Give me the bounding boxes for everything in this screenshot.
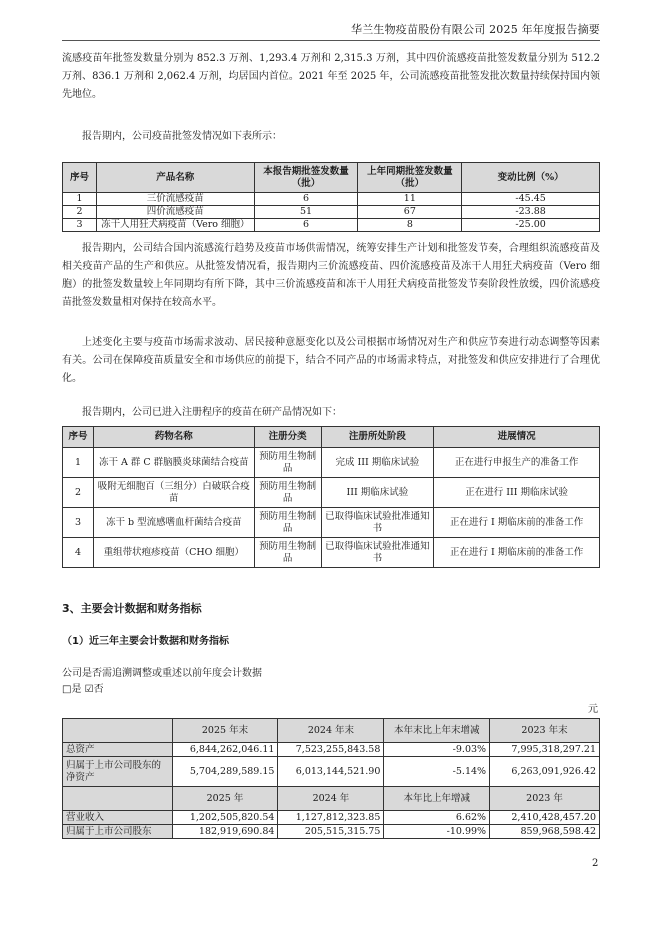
table-cell: 51 <box>254 206 358 219</box>
batch-reason-paragraph: 报告期内，公司结合国内流感流行趋势及疫苗市场供需情况，统筹安排生产计划和批签发节奏，合理组织流感疫苗及相关疫苗产品的生产和供应。从批签发情况看，报告期内三价流感疫苗、四价流感疫苗及冻干人用狂犬病疫苗（Vero 细胞）的批签发数量较上年同期均有所下降，其中三价流感疫苗和冻干人用狂犬病疫苗批签发节奏阶段性放缓，四价流感疫苗批签发数量相对保持在较高水平。 <box>62 243 600 308</box>
rd-intro-text: 报告期内，公司已进入注册程序的疫苗在研产品情况如下： <box>82 407 342 418</box>
table-cell: 3 <box>63 508 94 538</box>
table-cell: 重组带状疱疹疫苗（CHO 细胞） <box>93 538 254 568</box>
page-number: 2 <box>592 858 599 869</box>
table-cell: 本年末比上年末增减 <box>384 719 490 743</box>
table-cell: 7,995,318,297.21 <box>490 743 600 757</box>
table-cell: 冻干人用狂犬病疫苗（Vero 细胞） <box>96 219 254 232</box>
table-cell: 6,013,144,521.90 <box>278 757 384 787</box>
table-cell: 预防用生物制品 <box>254 478 321 508</box>
table-cell: 1,127,812,323.85 <box>278 811 384 825</box>
table-cell: 1,202,505,820.54 <box>172 811 278 825</box>
table-cell: -10.99% <box>384 825 490 839</box>
table-cell: 预防用生物制品 <box>254 538 321 568</box>
table-cell: 2,410,428,457.20 <box>490 811 600 825</box>
table-row <box>63 448 600 478</box>
table-cell: 营业收入 <box>63 811 173 825</box>
table-cell: 1 <box>63 448 94 478</box>
table-cell: 6.62% <box>384 811 490 825</box>
table-cell: 归属于上市公司股东的净资产 <box>63 757 173 787</box>
table-cell: 正在进行 I 期临床前的准备工作 <box>434 538 600 568</box>
table-row <box>63 193 600 206</box>
table-cell: 已取得临床试验批准通知书 <box>321 508 434 538</box>
subsection-1-title: （1）近三年主要会计数据和财务指标 <box>62 636 229 647</box>
batch-issuance-table <box>62 162 600 232</box>
table-cell: 67 <box>358 206 462 219</box>
table-cell: III 期临床试验 <box>321 478 434 508</box>
table-cell: 2 <box>63 478 94 508</box>
market-change-paragraph: 上述变化主要与疫苗市场需求波动、居民接种意愿变化以及公司根据市场情况对生产和供应节奏进行动态调整等因素有关。公司在保障疫苗质量安全和市场供应的前提下，结合不同产品的市场需求特点，对批签发和供应安排进行了合理优化。 <box>62 337 600 384</box>
restate-answer: □是 ☑否 <box>62 684 104 695</box>
table-cell: -45.45 <box>462 193 600 206</box>
table-cell: 总资产 <box>63 743 173 757</box>
table-cell: 6,263,091,926.42 <box>490 757 600 787</box>
table-cell: 2025 年末 <box>172 719 278 743</box>
currency-unit: 元 <box>588 704 598 715</box>
table-cell: 三价流感疫苗 <box>96 193 254 206</box>
table-cell: 2023 年 <box>490 787 600 811</box>
table-cell: 归属于上市公司股东 <box>63 825 173 839</box>
batch-header-cell: 本报告期批签发数量（批） <box>254 163 358 193</box>
rd-header-cell: 进展情况 <box>434 427 600 448</box>
table-cell: 2024 年末 <box>278 719 384 743</box>
fin-header-row <box>63 787 600 811</box>
batch-intro-text: 报告期内，公司疫苗批签发情况如下表所示： <box>82 131 282 142</box>
rd-header-cell: 注册分类 <box>254 427 321 448</box>
table-cell: 冻干 A 群 C 群脑膜炎球菌结合疫苗 <box>93 448 254 478</box>
table-cell: 冻干 b 型流感嗜血杆菌结合疫苗 <box>93 508 254 538</box>
rd-pipeline-table <box>62 426 600 568</box>
table-cell: 11 <box>358 193 462 206</box>
table-cell: 205,515,315.75 <box>278 825 384 839</box>
table-cell <box>63 787 173 811</box>
table-cell: 859,968,598.42 <box>490 825 600 839</box>
intro-paragraph: 流感疫苗年批签发数量分别为 852.3 万剂、1,293.4 万剂和 2,315.3 万剂，其中四价流感疫苗批签发数量分别为 512.2 万剂、836.1 万剂和 2,062.4 万剂，均居国内首位。2021 年至 2025 年，公司流感疫苗批签发批次数量持续保持国内领先地位。 <box>62 53 600 100</box>
table-cell: -9.03% <box>384 743 490 757</box>
table-cell: 8 <box>358 219 462 232</box>
report-header-title: 华兰生物疫苗股份有限公司 2025 年年度报告摘要 <box>351 23 600 36</box>
batch-header-cell: 上年同期批签发数量（批） <box>358 163 462 193</box>
rd-header-cell: 序号 <box>63 427 94 448</box>
section-3-title: 3、主要会计数据和财务指标 <box>62 602 202 615</box>
table-cell: 四价流感疫苗 <box>96 206 254 219</box>
table-row <box>63 743 600 757</box>
table-cell: 3 <box>63 219 97 232</box>
table-cell: 1 <box>63 193 97 206</box>
table-cell: -25.00 <box>462 219 600 232</box>
table-row <box>63 757 600 787</box>
table-row <box>63 538 600 568</box>
table-cell: -5.14% <box>384 757 490 787</box>
table-cell: 本年比上年增减 <box>384 787 490 811</box>
table-row <box>63 478 600 508</box>
rd-header-cell: 注册所处阶段 <box>321 427 434 448</box>
batch-header-cell: 产品名称 <box>96 163 254 193</box>
financial-data-table <box>62 718 600 839</box>
table-cell: -23.88 <box>462 206 600 219</box>
table-cell: 预防用生物制品 <box>254 448 321 478</box>
table-cell: 7,523,255,843.58 <box>278 743 384 757</box>
table-cell: 6 <box>254 219 358 232</box>
table-cell: 已取得临床试验批准通知书 <box>321 538 434 568</box>
table-cell: 正在进行 I 期临床前的准备工作 <box>434 508 600 538</box>
table-cell: 2 <box>63 206 97 219</box>
fin-header-row <box>63 719 600 743</box>
batch-header-cell: 序号 <box>63 163 97 193</box>
table-cell: 6 <box>254 193 358 206</box>
rd-header-cell: 药物名称 <box>93 427 254 448</box>
table-cell: 2025 年 <box>172 787 278 811</box>
table-cell: 182,919,690.84 <box>172 825 278 839</box>
table-row <box>63 825 600 839</box>
table-cell: 4 <box>63 538 94 568</box>
rd-table-header-row <box>63 427 600 448</box>
table-cell <box>63 719 173 743</box>
batch-table-header-row <box>63 163 600 193</box>
table-cell: 正在进行申报生产的准备工作 <box>434 448 600 478</box>
table-row <box>63 219 600 232</box>
table-row <box>63 206 600 219</box>
table-cell: 2023 年末 <box>490 719 600 743</box>
table-row <box>63 811 600 825</box>
table-cell: 2024 年 <box>278 787 384 811</box>
table-row <box>63 508 600 538</box>
batch-header-cell: 变动比例（%） <box>462 163 600 193</box>
table-cell: 正在进行 III 期临床试验 <box>434 478 600 508</box>
table-cell: 吸附无细胞百（三组分）白破联合疫苗 <box>93 478 254 508</box>
header-divider <box>62 40 600 41</box>
table-cell: 5,704,289,589.15 <box>172 757 278 787</box>
restate-question: 公司是否需追溯调整或重述以前年度会计数据 <box>62 668 262 679</box>
table-cell: 预防用生物制品 <box>254 508 321 538</box>
table-cell: 完成 III 期临床试验 <box>321 448 434 478</box>
table-cell: 6,844,262,046.11 <box>172 743 278 757</box>
